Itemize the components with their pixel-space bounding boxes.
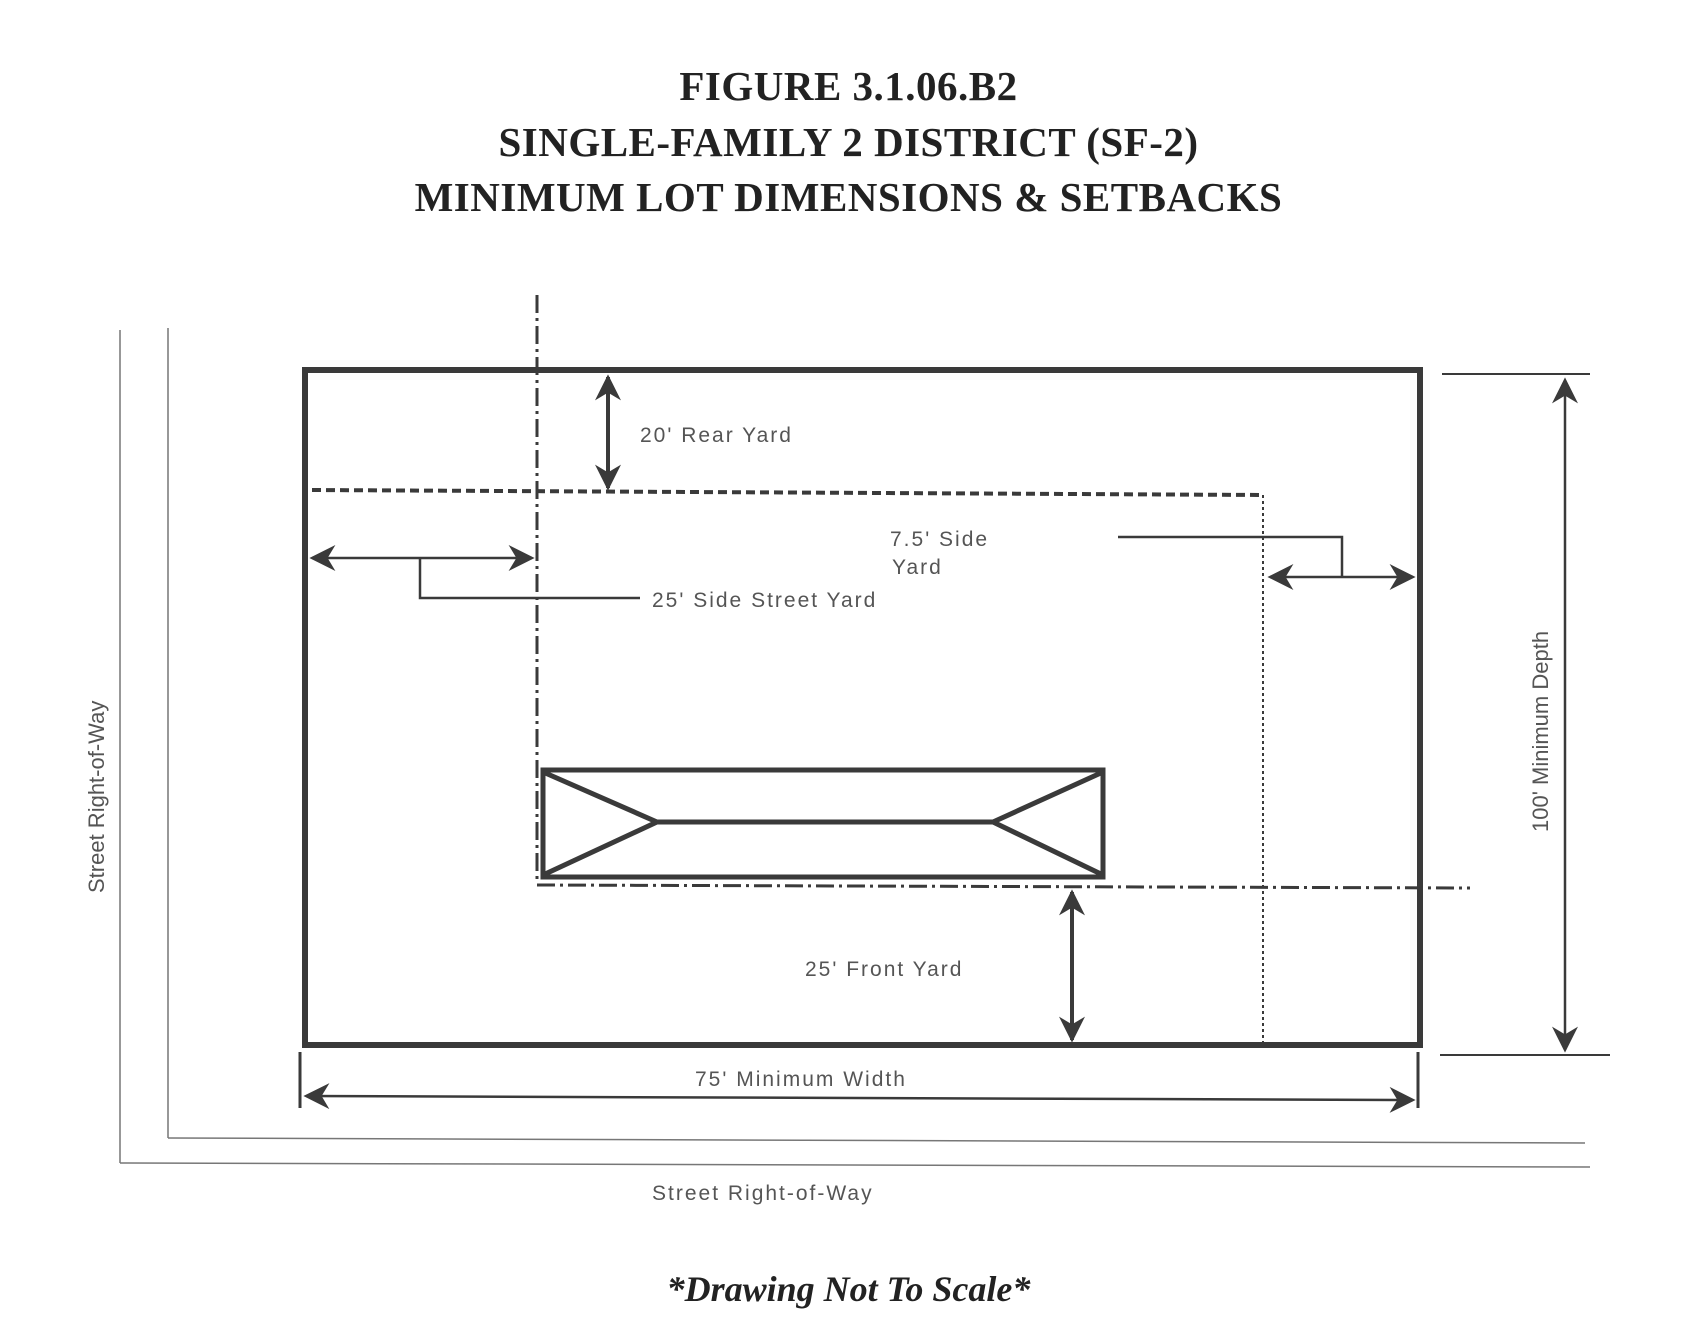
street-right-of-way-lines xyxy=(120,328,1590,1167)
lot-boundary xyxy=(305,370,1420,1045)
side-yard-label-line1: 7.5' Side xyxy=(890,528,990,551)
bottom-street-inner-line xyxy=(168,1138,1585,1143)
street-right-of-way-bottom-label: Street Right-of-Way xyxy=(652,1182,874,1205)
minimum-width-arrow xyxy=(306,1096,1413,1100)
figure-title: SINGLE-FAMILY 2 DISTRICT (SF-2) xyxy=(498,119,1199,165)
minimum-width-label: 75' Minimum Width xyxy=(695,1068,907,1091)
building-footprint xyxy=(543,770,1103,877)
rear-yard-label: 20' Rear Yard xyxy=(640,424,793,447)
setback-build-lines xyxy=(312,295,1470,1045)
side-street-yard-leader xyxy=(420,558,640,598)
front-yard-label: 25' Front Yard xyxy=(805,958,964,981)
side-street-yard-label: 25' Side Street Yard xyxy=(652,589,878,612)
roof-ridge-top xyxy=(543,772,1103,822)
minimum-depth-label: 100' Minimum Depth xyxy=(1528,630,1553,832)
figure-subtitle: MINIMUM LOT DIMENSIONS & SETBACKS xyxy=(414,174,1283,220)
drawing-not-to-scale-note: *Drawing Not To Scale* xyxy=(666,1269,1031,1309)
bottom-street-outer-line xyxy=(120,1163,1590,1167)
rear-setback-line xyxy=(312,490,1262,495)
side-yard-label-line2: Yard xyxy=(892,556,943,579)
street-right-of-way-left-label: Street Right-of-Way xyxy=(84,700,109,893)
front-setback-line xyxy=(537,885,1470,888)
figure-number: FIGURE 3.1.06.B2 xyxy=(679,63,1018,109)
side-yard-leader xyxy=(1118,537,1342,577)
dimension-arrows xyxy=(300,374,1610,1108)
roof-ridge-bottom xyxy=(543,822,1103,875)
